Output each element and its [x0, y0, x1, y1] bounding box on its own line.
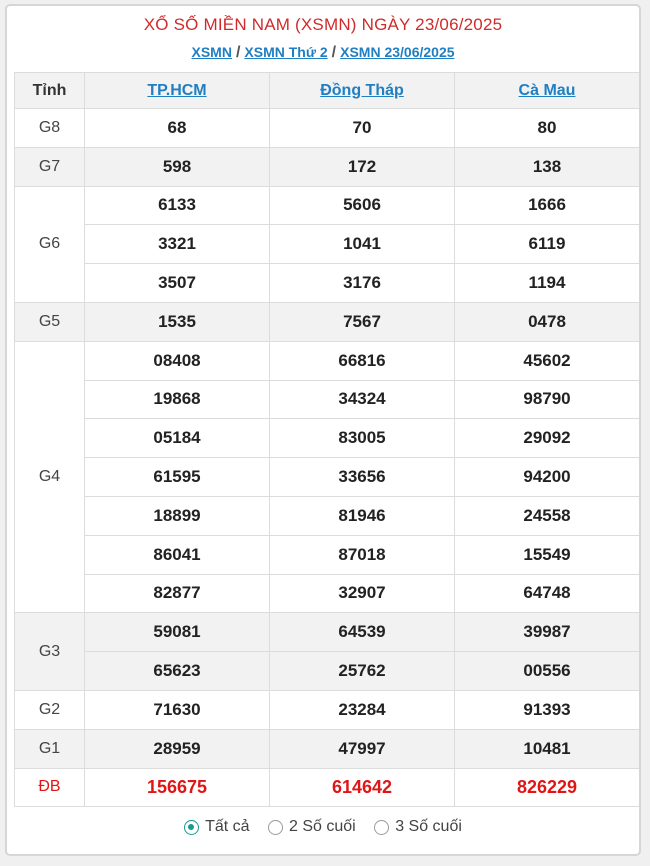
prize-label: G4: [15, 341, 85, 613]
prize-number: 80: [455, 109, 640, 148]
prize-number: 70: [270, 109, 455, 148]
breadcrumb-separator: /: [235, 44, 241, 61]
filter-option-label: 2 Số cuối: [289, 818, 356, 835]
prize-number: 3321: [85, 225, 270, 264]
prize-row: [15, 496, 640, 535]
prize-label: G7: [15, 147, 85, 186]
breadcrumb: [7, 44, 639, 62]
prize-number: 7567: [270, 302, 455, 341]
prize-number: 28959: [85, 729, 270, 768]
prize-label: G2: [15, 690, 85, 729]
prize-number: 61595: [85, 458, 270, 497]
prize-number: 71630: [85, 690, 270, 729]
radio-icon[interactable]: [268, 820, 283, 835]
filter-option-label: Tất cả: [205, 818, 250, 835]
prize-number: 24558: [455, 496, 640, 535]
province-label-header: Tỉnh: [15, 73, 85, 109]
digit-filter: [7, 818, 639, 840]
prize-row: [15, 225, 640, 264]
prize-number: 29092: [455, 419, 640, 458]
special-prize-number: 156675: [85, 768, 270, 807]
table-header-row: [15, 73, 640, 109]
province-link-tphcm[interactable]: TP.HCM: [147, 81, 207, 99]
page-title: XỔ SỐ MIỀN NAM (XSMN) NGÀY 23/06/2025: [143, 15, 503, 34]
prize-number: 98790: [455, 380, 640, 419]
province-link-ca-mau[interactable]: Cà Mau: [518, 81, 576, 99]
prize-number: 87018: [270, 535, 455, 574]
prize-row: [15, 264, 640, 303]
prize-number: 81946: [270, 496, 455, 535]
breadcrumb-link-xsmn[interactable]: XSMN: [191, 44, 232, 60]
prize-number: 64539: [270, 613, 455, 652]
prize-number: 83005: [270, 419, 455, 458]
prize-number: 47997: [270, 729, 455, 768]
radio-selected-icon[interactable]: [184, 820, 199, 835]
prize-number: 3507: [85, 264, 270, 303]
prize-number: 05184: [85, 419, 270, 458]
prize-number: 1666: [455, 186, 640, 225]
prize-number: 91393: [455, 690, 640, 729]
filter-option-all[interactable]: [184, 818, 249, 836]
prize-number: 59081: [85, 613, 270, 652]
breadcrumb-link-date[interactable]: XSMN 23/06/2025: [340, 44, 455, 60]
prize-number: 6133: [85, 186, 270, 225]
prize-number: 86041: [85, 535, 270, 574]
prize-row: [15, 652, 640, 691]
prize-number: 68: [85, 109, 270, 148]
prize-number: 5606: [270, 186, 455, 225]
province-link-dong-thap[interactable]: Đồng Tháp: [320, 81, 404, 99]
prize-number: 3176: [270, 264, 455, 303]
prize-row: [15, 302, 640, 341]
prize-row: [15, 341, 640, 380]
province-header: [270, 73, 455, 109]
prize-row: [15, 147, 640, 186]
prize-label: ĐB: [15, 768, 85, 807]
prize-number: 18899: [85, 496, 270, 535]
prize-number: 172: [270, 147, 455, 186]
prize-row: [15, 109, 640, 148]
filter-option-last-3[interactable]: [374, 818, 462, 836]
prize-table-body: [15, 109, 640, 807]
filter-option-label: 3 Số cuối: [395, 818, 462, 835]
prize-number: 34324: [270, 380, 455, 419]
filter-option-last-2[interactable]: [268, 818, 356, 836]
breadcrumb-separator: /: [331, 44, 337, 61]
prize-row: [15, 768, 640, 807]
prize-number: 10481: [455, 729, 640, 768]
prize-label: G3: [15, 613, 85, 691]
prize-row: [15, 574, 640, 613]
prize-number: 23284: [270, 690, 455, 729]
prize-number: 138: [455, 147, 640, 186]
prize-number: 00556: [455, 652, 640, 691]
prize-number: 66816: [270, 341, 455, 380]
prize-label: G8: [15, 109, 85, 148]
prize-number: 32907: [270, 574, 455, 613]
prize-row: [15, 690, 640, 729]
prize-number: 45602: [455, 341, 640, 380]
prize-number: 6119: [455, 225, 640, 264]
prize-number: 64748: [455, 574, 640, 613]
prize-label: G1: [15, 729, 85, 768]
prize-number: 08408: [85, 341, 270, 380]
prize-label: G5: [15, 302, 85, 341]
prize-number: 1041: [270, 225, 455, 264]
prize-row: [15, 535, 640, 574]
special-prize-number: 614642: [270, 768, 455, 807]
results-table: [14, 72, 640, 807]
prize-row: [15, 186, 640, 225]
prize-number: 15549: [455, 535, 640, 574]
prize-number: 25762: [270, 652, 455, 691]
prize-number: 598: [85, 147, 270, 186]
prize-label: G6: [15, 186, 85, 302]
province-header: [455, 73, 640, 109]
province-header: [85, 73, 270, 109]
prize-row: [15, 380, 640, 419]
radio-icon[interactable]: [374, 820, 389, 835]
prize-number: 33656: [270, 458, 455, 497]
prize-number: 1194: [455, 264, 640, 303]
prize-number: 1535: [85, 302, 270, 341]
prize-number: 39987: [455, 613, 640, 652]
prize-row: [15, 419, 640, 458]
prize-row: [15, 729, 640, 768]
breadcrumb-link-weekday[interactable]: XSMN Thứ 2: [244, 44, 328, 60]
prize-number: 82877: [85, 574, 270, 613]
prize-number: 65623: [85, 652, 270, 691]
prize-number: 19868: [85, 380, 270, 419]
prize-row: [15, 613, 640, 652]
prize-row: [15, 458, 640, 497]
prize-number: 0478: [455, 302, 640, 341]
special-prize-number: 826229: [455, 768, 640, 807]
prize-number: 94200: [455, 458, 640, 497]
results-card: [5, 4, 641, 856]
